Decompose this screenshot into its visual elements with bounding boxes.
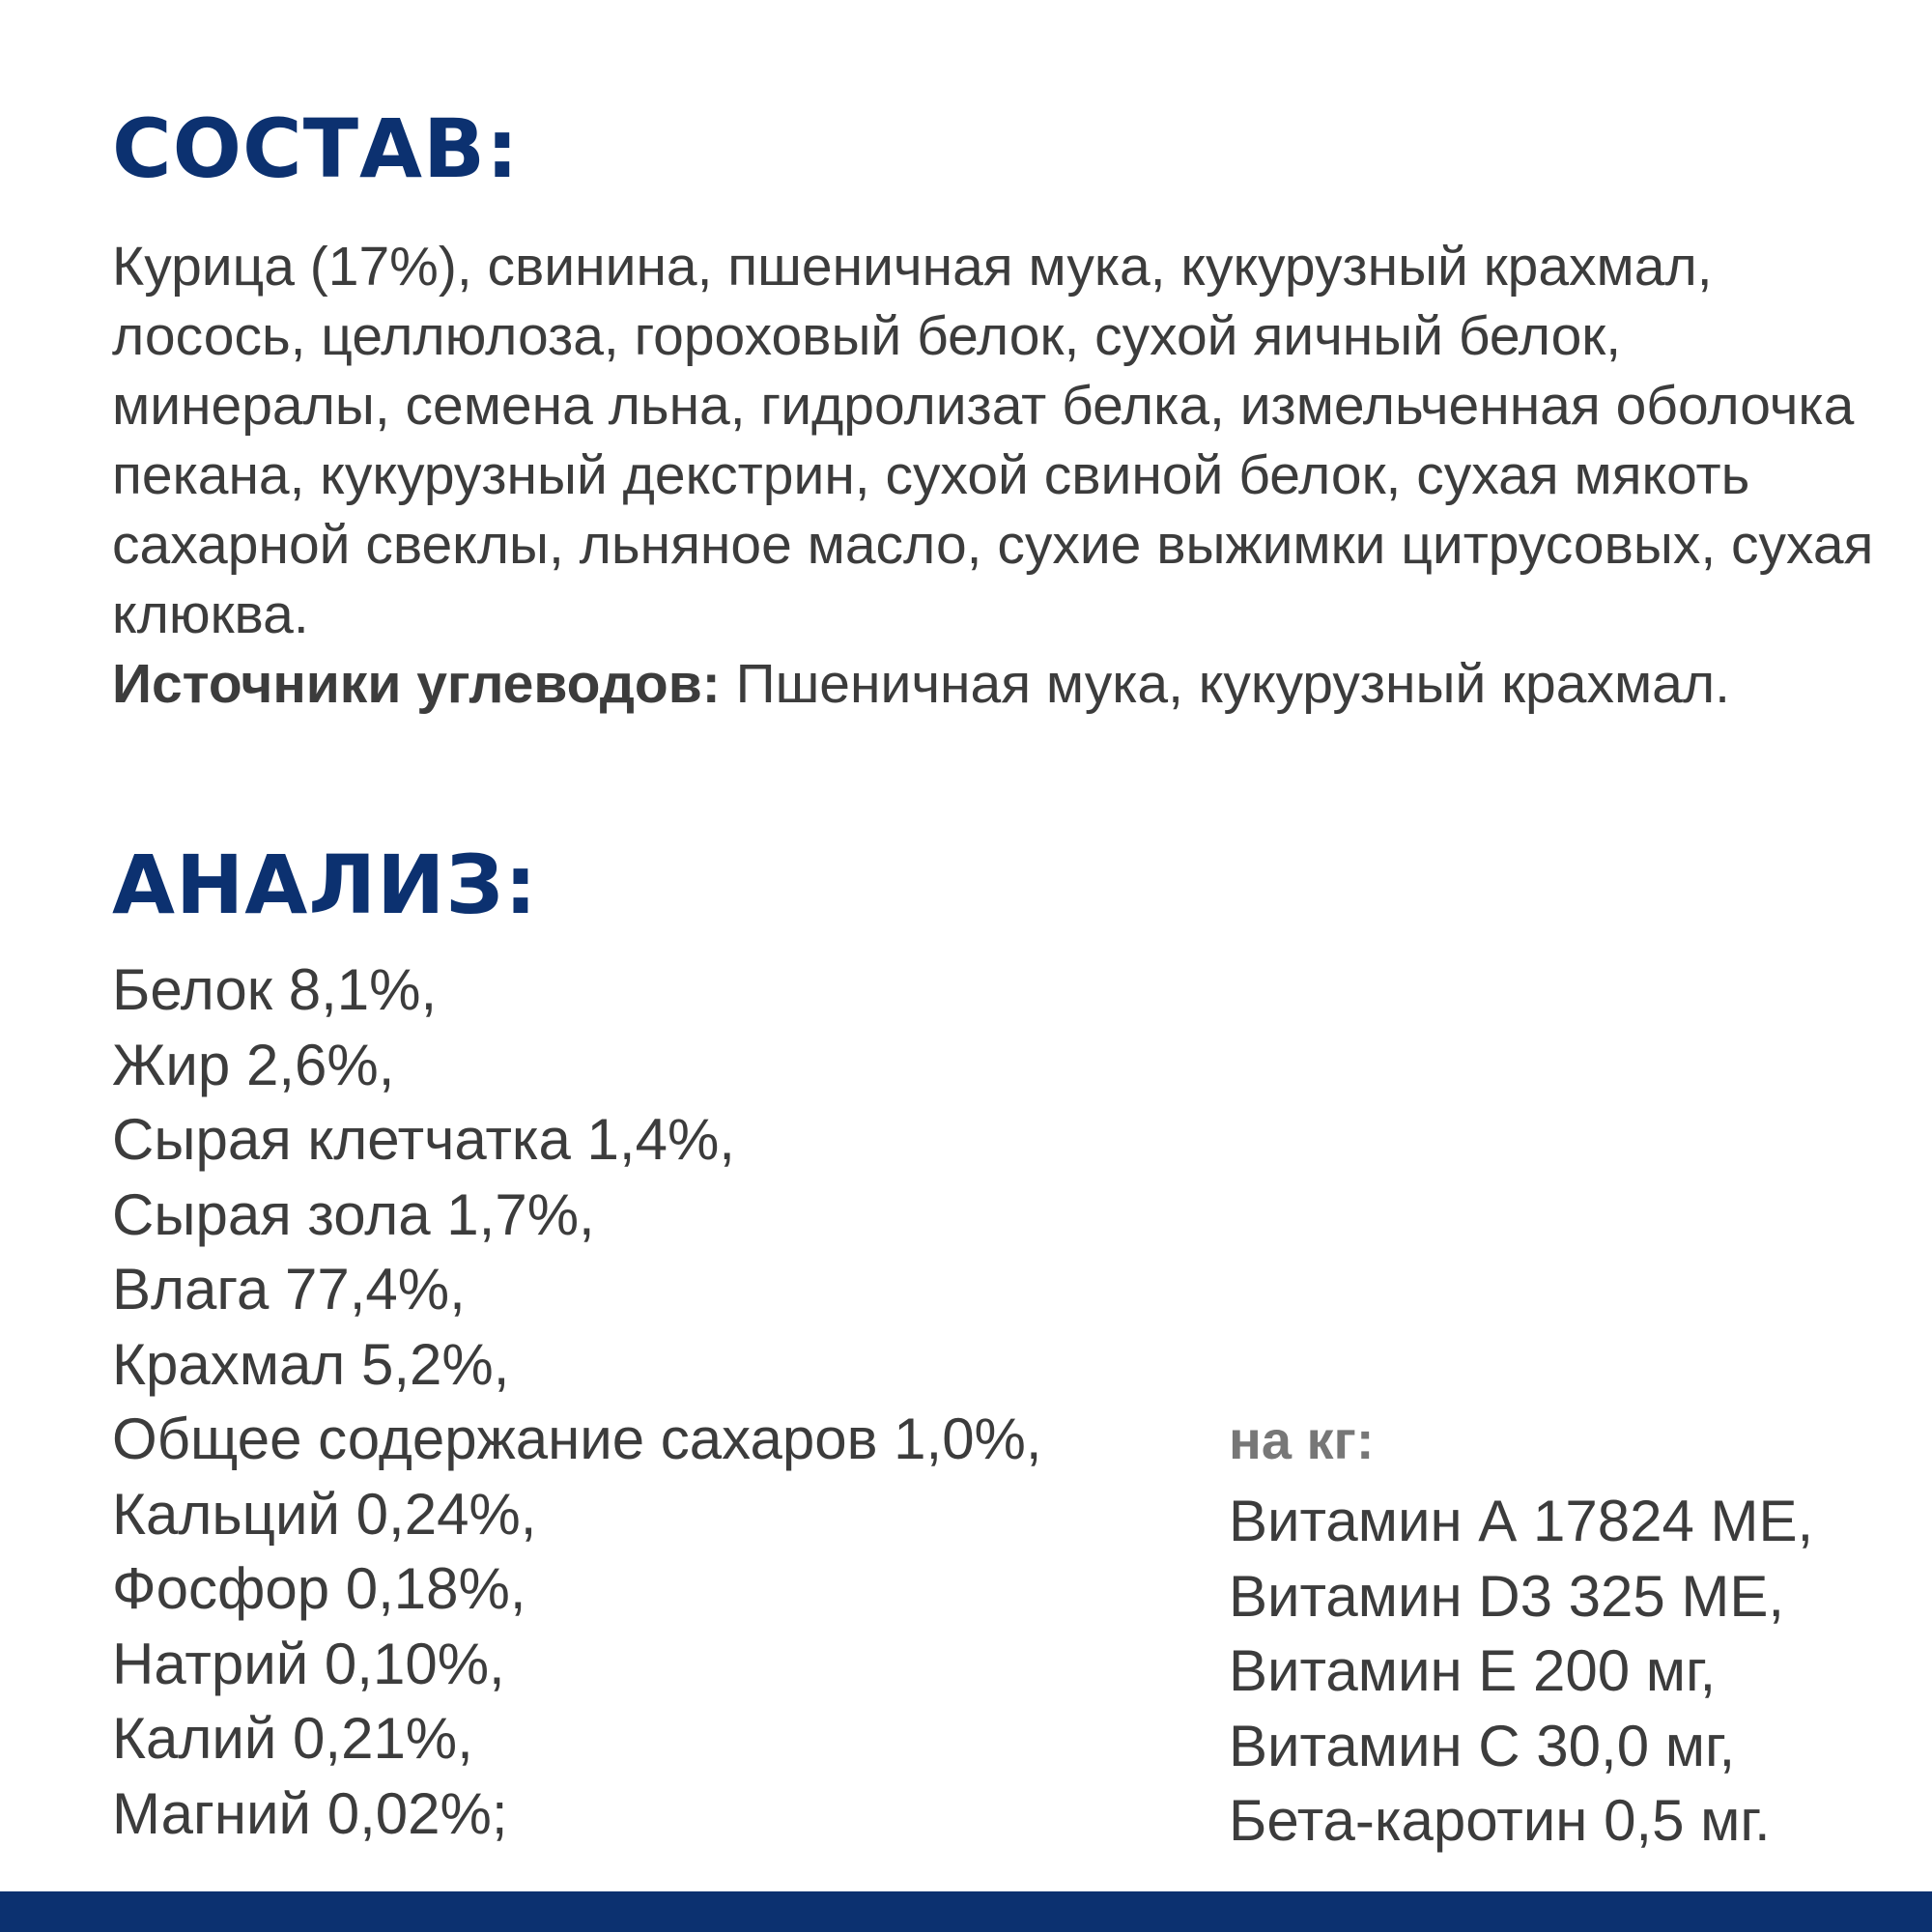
- vitamin-item-e: Витамин Е 200 мг,: [1229, 1638, 1717, 1703]
- ingredients-list: Курица (17%), свинина, пшеничная мука, кукурузный крахмал, лосось, целлюлоза, гороховый белок, сухой яичный белок, минералы, семена льна, гидролизат белка, измельченная оболочка пекана, кукурузный декстрин, сухой свиной белок, сухая мякоть сахарной свеклы, льняное масло, сухие выжимки цитрусовых, сухая клюква.: [112, 236, 1874, 645]
- carbohydrate-sources-label: Источники углеводов:: [112, 653, 721, 715]
- composition-text: [112, 232, 1909, 719]
- analysis-item-starch: Крахмал 5,2%,: [112, 1331, 510, 1397]
- bottom-brand-bar: [0, 1891, 1932, 1932]
- analysis-list: [112, 952, 1042, 1851]
- analysis-item-sodium: Натрий 0,10%,: [112, 1631, 505, 1696]
- vitamin-item-c: Витамин С 30,0 мг,: [1229, 1713, 1736, 1778]
- analysis-item-magnesium: Магний 0,02%;: [112, 1780, 508, 1846]
- analysis-item-total-sugars: Общее содержание сахаров 1,0%,: [112, 1406, 1042, 1471]
- composition-heading: СОСТАВ:: [112, 101, 520, 196]
- analysis-item-phosphorus: Фосфор 0,18%,: [112, 1556, 526, 1621]
- vitamin-item-d3: Витамин D3 325 МЕ,: [1229, 1563, 1785, 1629]
- carbohydrate-sources-value: Пшеничная мука, кукурузный крахмал.: [720, 653, 1730, 715]
- per-kg-list: [1229, 1484, 1813, 1859]
- analysis-item-protein: Белок 8,1%,: [112, 957, 438, 1022]
- vitamin-item-a: Витамин А 17824 МЕ,: [1229, 1489, 1814, 1553]
- analysis-item-potassium: Калий 0,21%,: [112, 1706, 473, 1771]
- analysis-item-moisture: Влага 77,4%,: [112, 1257, 466, 1321]
- analysis-item-fat: Жир 2,6%,: [112, 1032, 395, 1097]
- analysis-heading: АНАЛИЗ:: [112, 838, 538, 932]
- analysis-item-crude-ash: Сырая зола 1,7%,: [112, 1181, 595, 1247]
- analysis-item-calcium: Кальций 0,24%,: [112, 1481, 537, 1547]
- analysis-item-crude-fiber: Сырая клетчатка 1,4%,: [112, 1107, 735, 1172]
- per-kg-heading: на кг:: [1229, 1409, 1375, 1470]
- vitamin-item-beta-carotene: Бета-каротин 0,5 мг.: [1229, 1788, 1771, 1853]
